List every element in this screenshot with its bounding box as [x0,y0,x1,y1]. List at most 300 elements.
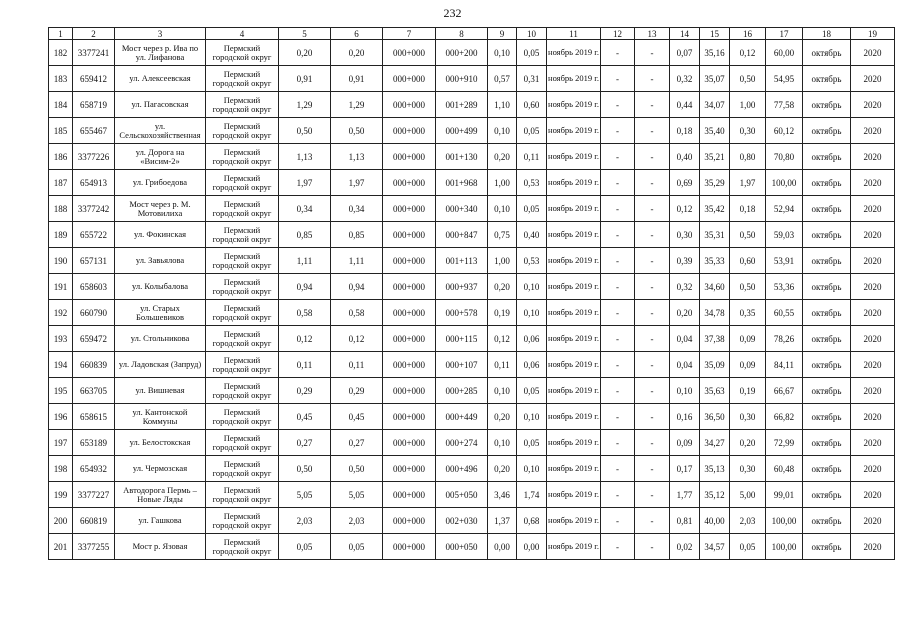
table-cell: - [601,430,635,456]
table-cell: 660790 [73,300,115,326]
table-cell: Мост через р. Ива по ул. Лифанова [115,40,206,66]
table-cell: октябрь [803,508,851,534]
table-cell: октябрь [803,144,851,170]
table-cell: 0,05 [331,534,383,560]
table-cell: 2020 [851,352,895,378]
table-cell: Пермский городской округ [206,456,279,482]
table-cell: - [601,118,635,144]
table-row [49,144,895,170]
table-cell: 2,03 [331,508,383,534]
table-cell: 0,05 [517,118,547,144]
table-cell: 0,58 [331,300,383,326]
table-cell: Пермский городской округ [206,118,279,144]
table-cell: 0,11 [517,144,547,170]
table-cell: 000+000 [383,352,436,378]
table-cell: 000+000 [383,196,436,222]
table-cell: 659472 [73,326,115,352]
table-cell: 000+000 [383,508,436,534]
table-cell: 197 [49,430,73,456]
table-cell: 0,91 [331,66,383,92]
table-cell: 005+050 [436,482,488,508]
table-cell: 0,05 [517,40,547,66]
table-row [49,118,895,144]
table-cell: 0,10 [517,300,547,326]
table-cell: 186 [49,144,73,170]
table-cell: 2020 [851,40,895,66]
table-cell: 184 [49,92,73,118]
table-row [49,92,895,118]
table-cell: ул. Стольникова [115,326,206,352]
table-cell: - [601,534,635,560]
table-cell: 1,97 [331,170,383,196]
table-cell: ноябрь 2019 г. [547,196,601,222]
table-cell: 2020 [851,456,895,482]
table-cell: октябрь [803,66,851,92]
table-cell: - [635,482,670,508]
table-row [49,248,895,274]
table-cell: 35,40 [700,118,730,144]
table-cell: 0,17 [670,456,700,482]
table-cell: Пермский городской округ [206,404,279,430]
table-cell: 35,21 [700,144,730,170]
table-cell: 1,11 [331,248,383,274]
table-cell: 200 [49,508,73,534]
table-cell: 201 [49,534,73,560]
table-cell: 1,11 [279,248,331,274]
table-cell: 0,85 [279,222,331,248]
table-cell: 0,75 [488,222,517,248]
table-cell: 192 [49,300,73,326]
table-cell: 0,40 [517,222,547,248]
table-cell: 0,40 [670,144,700,170]
table-cell: 000+000 [383,92,436,118]
table-cell: 188 [49,196,73,222]
table-cell: 78,26 [766,326,803,352]
table-cell: ноябрь 2019 г. [547,352,601,378]
table-cell: октябрь [803,482,851,508]
column-number: 14 [670,28,700,40]
table-cell: 0,10 [517,404,547,430]
table-cell: 0,32 [670,66,700,92]
table-cell: 1,00 [730,92,766,118]
table-row [49,326,895,352]
table-cell: 0,27 [279,430,331,456]
table-cell: октябрь [803,92,851,118]
table-cell: ноябрь 2019 г. [547,326,601,352]
table-cell: 0,50 [279,118,331,144]
table-cell: 0,12 [279,326,331,352]
column-number: 12 [601,28,635,40]
table-cell: - [601,222,635,248]
table-cell: - [601,456,635,482]
table-cell: 1,13 [279,144,331,170]
table-cell: ул. Сельскохозяйственная [115,118,206,144]
table-cell: 0,10 [488,118,517,144]
table-cell: 3377242 [73,196,115,222]
table-cell: 000+050 [436,534,488,560]
table-cell: - [635,326,670,352]
table-cell: октябрь [803,170,851,196]
table-cell: 1,74 [517,482,547,508]
table-cell: 0,35 [730,300,766,326]
table-cell: ноябрь 2019 г. [547,144,601,170]
table-cell: 1,29 [331,92,383,118]
table-cell: 0,85 [331,222,383,248]
table-cell: 34,07 [700,92,730,118]
table-cell: октябрь [803,456,851,482]
table-cell: октябрь [803,326,851,352]
table-cell: ноябрь 2019 г. [547,482,601,508]
table-cell: 2020 [851,482,895,508]
table-cell: 0,39 [670,248,700,274]
table-cell: 0,09 [670,430,700,456]
table-cell: Пермский городской округ [206,326,279,352]
table-cell: 0,30 [730,456,766,482]
table-cell: 0,05 [517,196,547,222]
table-cell: ноябрь 2019 г. [547,118,601,144]
table-cell: 0,18 [730,196,766,222]
table-cell: 34,78 [700,300,730,326]
table-cell: Пермский городской округ [206,378,279,404]
table-row [49,508,895,534]
table-cell: октябрь [803,534,851,560]
table-cell: ул. Пагасовская [115,92,206,118]
table-cell: 0,11 [488,352,517,378]
table-row [49,196,895,222]
table-row [49,40,895,66]
table-row [49,300,895,326]
table-cell: октябрь [803,404,851,430]
table-cell: 0,20 [279,40,331,66]
table-cell: 5,00 [730,482,766,508]
table-cell: 000+000 [383,66,436,92]
column-number: 9 [488,28,517,40]
table-cell: ул. Колыбалова [115,274,206,300]
table-cell: 84,11 [766,352,803,378]
table-cell: Пермский городской округ [206,352,279,378]
table-cell: 0,29 [279,378,331,404]
table-cell: 655722 [73,222,115,248]
table-cell: ул. Дорога на «Висим-2» [115,144,206,170]
table-cell: - [635,378,670,404]
table-cell: 2020 [851,274,895,300]
table-cell: 52,94 [766,196,803,222]
table-cell: 0,02 [670,534,700,560]
table-cell: Пермский городской округ [206,508,279,534]
table-cell: - [635,300,670,326]
table-cell: 60,55 [766,300,803,326]
table-cell: 5,05 [331,482,383,508]
table-cell: Пермский городской округ [206,534,279,560]
table-cell: ул. Фокинская [115,222,206,248]
table-cell: 0,06 [517,326,547,352]
table-cell: ноябрь 2019 г. [547,170,601,196]
table-cell: 187 [49,170,73,196]
table-cell: ноябрь 2019 г. [547,378,601,404]
table-cell: 000+000 [383,482,436,508]
table-cell: ул. Белостокская [115,430,206,456]
table-cell: 34,27 [700,430,730,456]
table-cell: 000+274 [436,430,488,456]
table-cell: ул. Чермозская [115,456,206,482]
table-cell: 0,05 [517,430,547,456]
table-cell: 0,53 [517,248,547,274]
column-number: 8 [436,28,488,40]
table-cell: 0,50 [279,456,331,482]
table-cell: 60,00 [766,40,803,66]
table-cell: 0,05 [279,534,331,560]
table-cell: 000+000 [383,248,436,274]
table-cell: 0,34 [279,196,331,222]
table-cell: 60,48 [766,456,803,482]
table-cell: 0,20 [670,300,700,326]
table-cell: 0,16 [670,404,700,430]
column-number: 4 [206,28,279,40]
table-cell: 0,50 [331,118,383,144]
table-cell: 0,53 [517,170,547,196]
table-cell: 1,00 [488,248,517,274]
table-cell: 59,03 [766,222,803,248]
column-number: 7 [383,28,436,40]
table-cell: 0,12 [670,196,700,222]
table-cell: 655467 [73,118,115,144]
table-cell: 0,10 [488,40,517,66]
table-cell: 0,30 [730,118,766,144]
table-cell: - [635,352,670,378]
table-cell: 0,45 [331,404,383,430]
table-cell: Автодорога Пермь – Новые Ляды [115,482,206,508]
table-cell: ноябрь 2019 г. [547,300,601,326]
table-cell: 2,03 [730,508,766,534]
table-cell: 2020 [851,118,895,144]
table-cell: 0,07 [670,40,700,66]
table-cell: 0,34 [331,196,383,222]
column-number-row [49,28,895,40]
column-number: 6 [331,28,383,40]
column-number: 1 [49,28,73,40]
table-cell: 100,00 [766,508,803,534]
table-cell: 0,10 [488,430,517,456]
table-cell: - [601,300,635,326]
table-cell: 72,99 [766,430,803,456]
table-cell: 1,00 [488,170,517,196]
table-cell: 191 [49,274,73,300]
table-cell: октябрь [803,274,851,300]
table-cell: 0,50 [331,456,383,482]
table-cell: Пермский городской округ [206,300,279,326]
table-cell: ул. Завьялова [115,248,206,274]
table-cell: 000+000 [383,404,436,430]
table-cell: 0,50 [730,66,766,92]
table-cell: 0,58 [279,300,331,326]
table-cell: 183 [49,66,73,92]
table-cell: - [601,378,635,404]
table-cell: 35,12 [700,482,730,508]
table-cell: 190 [49,248,73,274]
table-cell: 2020 [851,248,895,274]
table-cell: - [601,92,635,118]
table-cell: ноябрь 2019 г. [547,456,601,482]
table-cell: 000+107 [436,352,488,378]
table-cell: ул. Старых Большевиков [115,300,206,326]
table-cell: 0,68 [517,508,547,534]
table-cell: 000+000 [383,534,436,560]
table-cell: 3,46 [488,482,517,508]
table-cell: - [601,352,635,378]
table-cell: октябрь [803,248,851,274]
table-cell: ноябрь 2019 г. [547,222,601,248]
table-cell: 100,00 [766,170,803,196]
table-cell: ул. Алексеевская [115,66,206,92]
table-cell: 0,27 [331,430,383,456]
table-cell: Пермский городской округ [206,274,279,300]
table-cell: 182 [49,40,73,66]
table-cell: 658719 [73,92,115,118]
table-cell: 657131 [73,248,115,274]
table-cell: 1,97 [279,170,331,196]
column-number: 5 [279,28,331,40]
table-cell: ноябрь 2019 г. [547,404,601,430]
table-cell: 40,00 [700,508,730,534]
table-cell: 199 [49,482,73,508]
table-cell: 0,94 [331,274,383,300]
table-cell: ноябрь 2019 г. [547,66,601,92]
table-cell: ноябрь 2019 г. [547,274,601,300]
table-cell: ул. Гашкова [115,508,206,534]
table-cell: - [635,456,670,482]
table-cell: 0,30 [730,404,766,430]
table-cell: 2020 [851,326,895,352]
table-cell: ноябрь 2019 г. [547,40,601,66]
table-cell: 000+910 [436,66,488,92]
table-cell: 1,13 [331,144,383,170]
table-cell: 000+000 [383,118,436,144]
table-cell: 000+937 [436,274,488,300]
table-cell: 000+115 [436,326,488,352]
table-cell: 0,04 [670,326,700,352]
table-cell: Пермский городской округ [206,430,279,456]
table-cell: 70,80 [766,144,803,170]
table-cell: 3377227 [73,482,115,508]
table-row [49,430,895,456]
table-cell: ноябрь 2019 г. [547,508,601,534]
column-number: 16 [730,28,766,40]
table-row [49,456,895,482]
table-cell: 0,00 [517,534,547,560]
table-cell: 2020 [851,430,895,456]
table-cell: Пермский городской округ [206,144,279,170]
table-cell: 000+000 [383,144,436,170]
table-cell: 185 [49,118,73,144]
table-cell: 34,57 [700,534,730,560]
table-cell: 0,20 [488,456,517,482]
table-cell: 3377255 [73,534,115,560]
table-cell: 0,10 [488,378,517,404]
table-cell: 000+340 [436,196,488,222]
table-cell: 000+578 [436,300,488,326]
table-cell: 3377241 [73,40,115,66]
table-cell: 2,03 [279,508,331,534]
table-cell: 0,20 [488,404,517,430]
table-cell: 001+968 [436,170,488,196]
table-cell: - [601,326,635,352]
table-cell: Пермский городской округ [206,40,279,66]
table-cell: - [635,40,670,66]
table-cell: - [601,170,635,196]
table-cell: 0,20 [730,430,766,456]
table-cell: 2020 [851,66,895,92]
table-cell: 0,80 [730,144,766,170]
table-cell: 0,11 [331,352,383,378]
table-cell: 0,50 [730,222,766,248]
table-row [49,378,895,404]
table-cell: 0,10 [488,196,517,222]
table-cell: 2020 [851,144,895,170]
table-cell: 77,58 [766,92,803,118]
page-number: 232 [443,6,462,20]
table-cell: 660839 [73,352,115,378]
table-cell: 2020 [851,196,895,222]
table-cell: 0,69 [670,170,700,196]
table-cell: 663705 [73,378,115,404]
table-cell: 0,81 [670,508,700,534]
table-cell: - [601,482,635,508]
table-cell: 000+499 [436,118,488,144]
table-cell: 0,45 [279,404,331,430]
table-row [49,534,895,560]
table-cell: 198 [49,456,73,482]
table-cell: 2020 [851,534,895,560]
table-cell: 0,12 [331,326,383,352]
table-cell: - [635,274,670,300]
column-number: 18 [803,28,851,40]
table-cell: 000+000 [383,300,436,326]
table-cell: Пермский городской округ [206,66,279,92]
table-cell: 001+113 [436,248,488,274]
table-cell: 35,31 [700,222,730,248]
table-cell: 0,18 [670,118,700,144]
table-cell: 35,63 [700,378,730,404]
table-cell: - [601,508,635,534]
table-cell: 2020 [851,378,895,404]
table-cell: 000+000 [383,40,436,66]
table-cell: 53,91 [766,248,803,274]
table-cell: 3377226 [73,144,115,170]
table-cell: 0,12 [730,40,766,66]
table-cell: 0,60 [517,92,547,118]
table-cell: 660819 [73,508,115,534]
table-cell: октябрь [803,430,851,456]
table-cell: 0,09 [730,326,766,352]
table-cell: - [635,222,670,248]
table-cell: 000+000 [383,170,436,196]
column-number: 15 [700,28,730,40]
table-cell: 100,00 [766,534,803,560]
table-cell: - [635,66,670,92]
table-cell: 35,13 [700,456,730,482]
table-cell: 0,20 [331,40,383,66]
table-cell: 654932 [73,456,115,482]
table-cell: 0,05 [517,378,547,404]
table-cell: 0,94 [279,274,331,300]
table-cell: ул. Ладовская (Запруд) [115,352,206,378]
table-cell: 0,60 [730,248,766,274]
table-cell: 34,60 [700,274,730,300]
table-cell: 000+200 [436,40,488,66]
column-number: 17 [766,28,803,40]
table-cell: 0,19 [488,300,517,326]
table-cell: 35,09 [700,352,730,378]
